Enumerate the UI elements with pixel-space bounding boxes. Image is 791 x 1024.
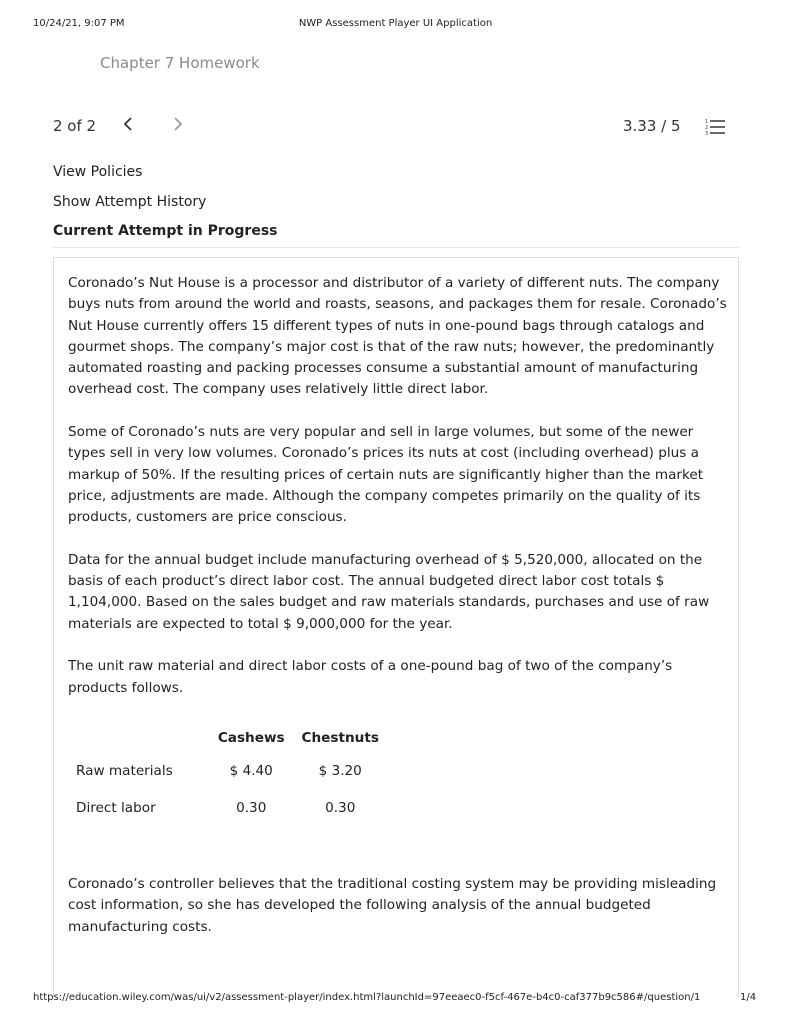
print-datetime: 10/24/21, 9:07 PM <box>33 18 125 29</box>
question-paragraph: The unit raw material and direct labor costs of a one-pound bag of two of the company’s products follows. <box>68 658 673 696</box>
view-policies-link[interactable]: View Policies <box>53 164 143 180</box>
table-row <box>68 789 388 826</box>
current-attempt-heading: Current Attempt in Progress <box>53 223 278 239</box>
table-header-row <box>68 724 388 752</box>
question-counter: 2 of 2 <box>53 117 97 135</box>
print-footer <box>0 992 791 1006</box>
svg-text:3: 3 <box>705 131 709 136</box>
print-page-number: 1/4 <box>740 992 757 1003</box>
table-header-cell: Cashews <box>217 730 285 746</box>
table-header-cell: Chestnuts <box>301 730 379 746</box>
question-paragraph: Data for the annual budget include manufacturing overhead of $ 5,520,000, allocated on the basis of each product’s direct labor cost. The annual budgeted direct labor cost totals $ 1,104,000. Based on the sales budget and raw materials standards, purchases and use of raw materials are expected to total $ 9,000,000 for the year. <box>68 551 710 632</box>
show-attempt-history-link[interactable]: Show Attempt History <box>53 193 207 210</box>
attempt-links <box>53 162 277 251</box>
next-question-button[interactable] <box>173 116 183 136</box>
score-display: 3.33 / 5 <box>623 117 681 135</box>
svg-text:1: 1 <box>705 119 709 125</box>
table-cell: $ 4.40 <box>229 762 273 779</box>
table-row <box>68 752 388 789</box>
assignment-title: Chapter 7 Homework <box>100 54 260 72</box>
table-cell: $ 3.20 <box>318 762 362 779</box>
unit-cost-table <box>68 724 388 826</box>
chevron-right-icon <box>173 116 183 132</box>
table-cell: 0.30 <box>325 799 356 816</box>
question-paragraph: Coronado’s Nut House is a processor and distributor of a variety of different nuts. The company buys nuts from around the world and roasts, seasons, and packages them for resale. Coronado’s Nut House currently offers 15 different types of nuts in one-pound bags through catalogs and gourmet shops. The company’s major cost is that of the raw nuts; however, the predominantly automated roasting and packing processes consume a substantial amount of manufacturing overhead cost. The company uses relatively little direct labor. <box>68 275 727 398</box>
print-app-title: NWP Assessment Player UI Application <box>298 18 493 29</box>
table-header-cell <box>68 724 210 752</box>
table-cell: 0.30 <box>236 799 267 816</box>
print-header <box>0 18 791 32</box>
chevron-left-icon <box>123 116 133 132</box>
question-text-closing <box>68 874 728 938</box>
question-list-button[interactable] <box>705 118 725 136</box>
table-cell: Raw materials <box>76 762 173 779</box>
print-url: https://education.wiley.com/was/ui/v2/assessment-player/index.html?launchId=97eeaec0-f5cf-467e-b4c0-caf377b9c586#/question/1 <box>33 992 701 1003</box>
question-nav-bar <box>53 116 739 138</box>
question-text <box>68 273 728 720</box>
previous-question-button[interactable] <box>123 116 133 136</box>
numbered-list-icon <box>705 118 725 136</box>
divider <box>53 247 739 248</box>
question-paragraph: Coronado’s controller believes that the traditional costing system may be providing misleading cost information, so she has developed the following analysis of the annual budgeted manufacturing costs. <box>68 876 717 935</box>
question-paragraph: Some of Coronado’s nuts are very popular and sell in large volumes, but some of the newer types sell in very low volumes. Coronado’s prices its nuts at cost (including overhead) plus a markup of 50%. If the resulting prices of certain nuts are significantly higher than the market price, adjustments are made. Although the company competes primarily on the quality of its products, customers are price conscious. <box>68 424 704 526</box>
table-cell: Direct labor <box>76 799 156 816</box>
svg-text:2: 2 <box>705 125 709 131</box>
